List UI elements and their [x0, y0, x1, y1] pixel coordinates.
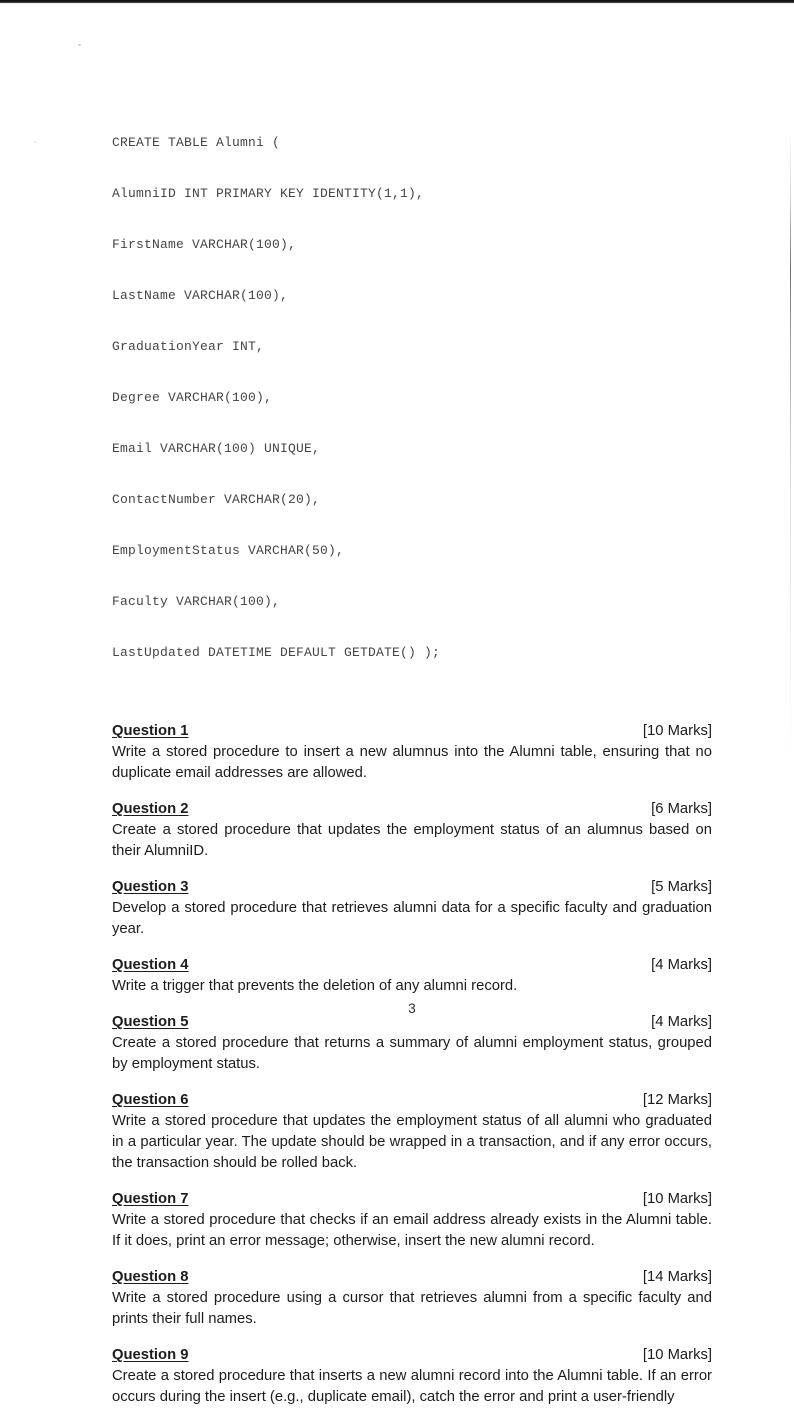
question-label: Question 7: [112, 1191, 189, 1207]
question-marks: [4 Marks]: [651, 1014, 712, 1030]
sql-code-line: GraduationYear INT,: [112, 339, 265, 354]
question-label: Question 8: [112, 1269, 189, 1285]
question-marks: [12 Marks]: [642, 1092, 712, 1108]
question-text: Write a stored procedure to insert a new alumnus into the Alumni table, ensuring that no duplicate email addresses are allowed.: [112, 744, 712, 781]
question-text: Write a trigger that prevents the deletion of any alumni record.: [112, 978, 518, 994]
question-text: Develop a stored procedure that retrieves alumni data for a specific faculty and graduation year.: [112, 900, 712, 937]
question-block-4: [112, 955, 712, 997]
scan-speck: [78, 44, 81, 46]
question-label: Question 4: [112, 957, 189, 973]
question-marks: [10 Marks]: [642, 1191, 712, 1207]
question-text: Write a stored procedure that updates the employment status of all alumni who graduated in a particular year. The update should be wrapped in a transaction, and if any error occurs, the transaction should be rolled back.: [112, 1113, 712, 1171]
question-label: Question 5: [112, 1014, 189, 1030]
page-content: [112, 100, 712, 1423]
scan-artifact-right-edge: [790, 130, 791, 770]
question-text: Create a stored procedure that updates the employment status of an alumnus based on their AlumniID.: [112, 822, 712, 859]
question-heading: [112, 721, 712, 742]
question-marks: [4 Marks]: [651, 957, 712, 973]
question-block-1: [112, 721, 712, 784]
question-marks: [10 Marks]: [642, 1347, 712, 1363]
question-marks: [6 Marks]: [651, 801, 712, 817]
sql-code-line: FirstName VARCHAR(100),: [112, 237, 297, 252]
question-block-3: [112, 877, 712, 940]
sql-code-line: CREATE TABLE Alumni (: [112, 135, 281, 150]
question-label: Question 1: [112, 723, 189, 739]
sql-code-line: LastUpdated DATETIME DEFAULT GETDATE() );: [112, 645, 441, 660]
question-label: Question 9: [112, 1347, 189, 1363]
question-heading: [112, 1267, 712, 1288]
question-heading: [112, 955, 712, 976]
question-text: Create a stored procedure that returns a summary of alumni employment status, grouped by employment status.: [112, 1035, 712, 1072]
sql-code-line: Degree VARCHAR(100),: [112, 390, 273, 405]
question-heading: [112, 877, 712, 898]
question-text: Write a stored procedure that checks if an email address already exists in the Alumni table. If it does, print an error message; otherwise, insert the new alumni record.: [112, 1212, 712, 1249]
question-block-2: [112, 799, 712, 862]
question-block-6: [112, 1090, 712, 1174]
question-label: Question 3: [112, 879, 189, 895]
scan-speck: [34, 141, 36, 143]
sql-code-line: Email VARCHAR(100) UNIQUE,: [112, 441, 321, 456]
question-block-9: [112, 1345, 712, 1408]
question-heading: [112, 1090, 712, 1111]
question-block-8: [112, 1267, 712, 1330]
question-text: Write a stored procedure using a cursor that retrieves alumni from a specific faculty and prints their full names.: [112, 1290, 712, 1327]
question-text: Create a stored procedure that inserts a new alumni record into the Alumni table. If an error occurs during the insert (e.g., duplicate email), catch the error and print a user-friendly: [112, 1368, 712, 1405]
sql-code-line: LastName VARCHAR(100),: [112, 288, 289, 303]
question-heading: [112, 1189, 712, 1210]
question-marks: [10 Marks]: [642, 723, 712, 739]
question-heading: [112, 799, 712, 820]
question-block-5: [112, 1012, 712, 1075]
question-marks: [5 Marks]: [651, 879, 712, 895]
question-heading: [112, 1345, 712, 1366]
scan-artifact-top-edge: [0, 0, 794, 4]
sql-code-line: EmploymentStatus VARCHAR(50),: [112, 543, 345, 558]
question-label: Question 2: [112, 801, 189, 817]
question-label: Question 6: [112, 1092, 189, 1108]
question-block-7: [112, 1189, 712, 1252]
sql-code-line: ContactNumber VARCHAR(20),: [112, 492, 321, 507]
page-number: 3: [408, 1001, 416, 1016]
sql-code-line: Faculty VARCHAR(100),: [112, 594, 281, 609]
sql-code-line: AlumniID INT PRIMARY KEY IDENTITY(1,1),: [112, 186, 425, 201]
question-marks: [14 Marks]: [642, 1269, 712, 1285]
sql-code-block: [112, 100, 712, 695]
